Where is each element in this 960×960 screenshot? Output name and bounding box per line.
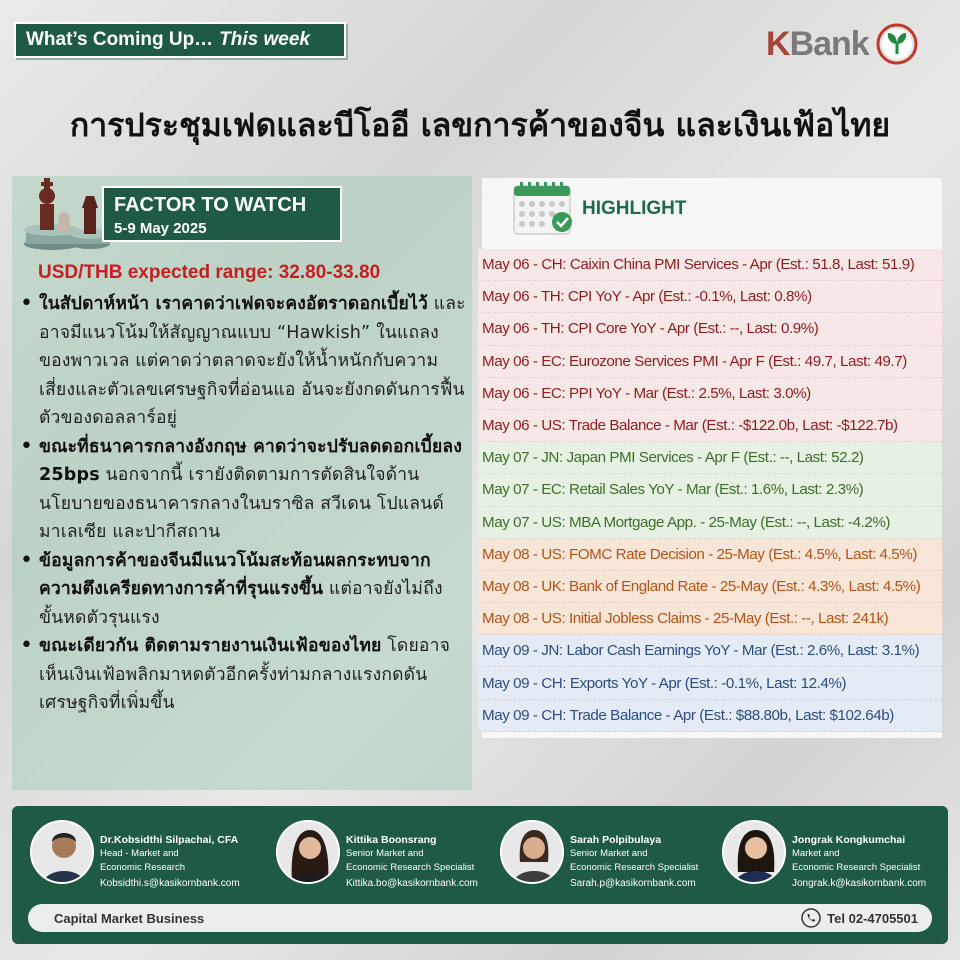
bullet-item: • ข้อมูลการค้าของจีนมีแนวโน้มสะท้อนผลกระทบจากความตึงเครียดทางการค้าที่รุนแรงขึ้น แต่อาจยังไม่ถึงขั้นหดตัวรุนแรง: [20, 547, 466, 633]
member-email[interactable]: Sarah.p@kasikornbank.com: [570, 878, 696, 889]
member-role: Senior Market and: [570, 848, 648, 859]
member-name: Dr.Kobsidthi Silpachai, CFA: [100, 834, 239, 846]
highlight-title: HIGHLIGHT: [582, 198, 687, 219]
bullet-item: • ขณะที่ธนาคารกลางอังกฤษ คาดว่าจะปรับลดดอกเบี้ยลง 25bps นอกจากนี้ เรายังติดตามการตัดสินใจด้านนโยบายของธนาคารกลางในบราซิล สวีเดน โปแลนด์ มาเลเซีย และปากีสถาน: [20, 433, 466, 547]
member-role: Head - Market and: [100, 848, 179, 859]
member-email[interactable]: Kobsidthi.s@kasikornbank.com: [100, 878, 240, 889]
chess-pieces-icon: [22, 174, 114, 252]
bullet-item: • ขณะเดียวกัน ติดตามรายงานเงินเฟ้อของไทย โดยอาจเห็นเงินเฟ้อพลิกมาหดตัวอีกครั้งท่ามกลางแรงกดดันเศรษฐกิจที่เพิ่มขึ้น: [20, 632, 466, 718]
event-row: May 09 - CH: Exports YoY - Apr (Est.: -0.1%, Last: 12.4%): [478, 667, 942, 699]
factor-bullets: [20, 290, 466, 718]
event-list: [478, 249, 942, 732]
event-row: May 08 - UK: Bank of England Rate - 25-May (Est.: 4.3%, Last: 4.5%): [478, 571, 942, 603]
member-role: Senior Market and: [346, 848, 424, 859]
member-email[interactable]: Kittika.bo@kasikornbank.com: [346, 878, 478, 889]
event-row: May 08 - US: Initial Jobless Claims - 25-May (Est.: --, Last: 241k): [478, 603, 942, 635]
phone-contact[interactable]: [801, 908, 918, 928]
kbank-leaf-logo-icon: [875, 22, 919, 66]
member-name: Sarah Polpibulaya: [570, 834, 662, 846]
tag-emphasis: This week: [219, 29, 310, 50]
event-row: May 06 - TH: CPI YoY - Apr (Est.: -0.1%, Last: 0.8%): [478, 281, 942, 313]
tag-main: What’s Coming Up…: [26, 29, 214, 50]
event-row: May 07 - US: MBA Mortgage App. - 25-May (Est.: --, Last: -4.2%): [478, 507, 942, 539]
member-role: Economic Research: [100, 862, 186, 873]
member-role: Economic Research Specialist: [346, 862, 475, 873]
event-row: May 07 - JN: Japan PMI Services - Apr F (Est.: --, Last: 52.2): [478, 442, 942, 474]
avatar: [276, 820, 340, 884]
event-row: May 09 - CH: Trade Balance - Apr (Est.: $88.80b, Last: $102.64b): [478, 700, 942, 732]
brand-wordmark: KBank: [766, 24, 869, 63]
bullet-dot: •: [20, 633, 33, 658]
member-name: Jongrak Kongkumchai: [792, 834, 906, 846]
factor-to-watch-box: [102, 186, 342, 242]
phone-number: Tel 02-4705501: [827, 910, 918, 926]
factor-title: FACTOR TO WATCH: [114, 194, 307, 216]
event-row: May 08 - US: FOMC Rate Decision - 25-May (Est.: 4.5%, Last: 4.5%): [478, 539, 942, 571]
bullet-dot: •: [20, 433, 33, 459]
page-title: การประชุมเฟดและบีโออี เลขการค้าของจีน และเงินเฟ้อไทย: [69, 106, 891, 144]
kbank-logo: [766, 22, 936, 66]
event-row: May 06 - EC: PPI YoY - Mar (Est.: 2.5%, Last: 3.0%): [478, 378, 942, 410]
bullet-dot: •: [20, 291, 33, 316]
team-member: [722, 820, 926, 889]
phone-icon: [801, 908, 821, 928]
avatar: [500, 820, 564, 884]
member-role: Market and: [792, 848, 840, 859]
usd-thb-range: USD/THB expected range: 32.80-33.80: [38, 262, 381, 283]
team-member: [500, 820, 698, 889]
whats-coming-up-tag: [14, 22, 346, 58]
team-member: [276, 820, 478, 889]
member-email[interactable]: Jongrak.k@kasikornbank.com: [792, 878, 927, 889]
event-row: May 06 - TH: CPI Core YoY - Apr (Est.: --, Last: 0.9%): [478, 313, 942, 345]
contact-bar: [28, 904, 932, 932]
event-row: May 06 - US: Trade Balance - Mar (Est.: -$122.0b, Last: -$122.7b): [478, 410, 942, 442]
member-name: Kittika Boonsrang: [346, 834, 437, 846]
event-row: May 07 - EC: Retail Sales YoY - Mar (Est.: 1.6%, Last: 2.3%): [478, 474, 942, 506]
avatar: [30, 820, 94, 884]
factor-date: 5-9 May 2025: [114, 220, 207, 237]
member-role: Economic Research Specialist: [570, 862, 699, 873]
bullet-item: • ในสัปดาห์หน้า เราคาดว่าเฟดจะคงอัตราดอกเบี้ยไว้ และอาจมีแนวโน้มให้สัญญาณแบบ “Hawkish” ในแถลงของพาวเวล แต่คาดว่าตลาดจะยังให้น้ำหนักกับความเสี่ยงและตัวเลขเศรษฐกิจที่อ่อนแอ อันจะยังกดดันการฟื้นตัวของดอลลาร์อยู่: [20, 290, 466, 433]
team-member: [30, 820, 240, 889]
avatar: [722, 820, 786, 884]
business-unit: Capital Market Business: [54, 910, 205, 926]
bullet-dot: •: [20, 547, 33, 573]
event-row: May 06 - EC: Eurozone Services PMI - Apr F (Est.: 49.7, Last: 49.7): [478, 346, 942, 378]
calendar-icon: [512, 180, 576, 236]
member-role: Economic Research Specialist: [792, 862, 921, 873]
event-row: May 09 - JN: Labor Cash Earnings YoY - Mar (Est.: 2.6%, Last: 3.1%): [478, 635, 942, 667]
event-row: May 06 - CH: Caixin China PMI Services - Apr (Est.: 51.8, Last: 51.9): [478, 249, 942, 281]
